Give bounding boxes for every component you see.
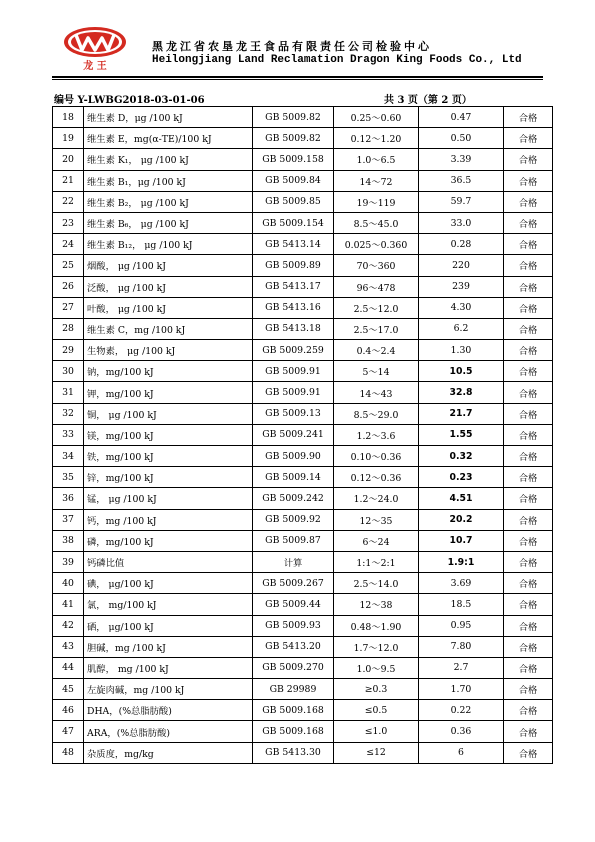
- test-item: 硒， μg/100 kJ: [84, 615, 253, 636]
- judgement: 合格: [504, 679, 553, 700]
- test-result: 36.5: [419, 170, 504, 191]
- test-result: 3.39: [419, 149, 504, 170]
- test-result: 220: [419, 255, 504, 276]
- judgement: 合格: [504, 107, 553, 128]
- judgement: 合格: [504, 573, 553, 594]
- table-row: [53, 297, 553, 318]
- test-item: 氯， mg/100 kJ: [84, 594, 253, 615]
- standard-range: 14～72: [334, 170, 419, 191]
- row-number: 30: [53, 361, 84, 382]
- test-item: 维生素 C，mg /100 kJ: [84, 318, 253, 339]
- judgement: 合格: [504, 742, 553, 763]
- table-row: [53, 107, 553, 128]
- test-method: GB 5009.84: [253, 170, 334, 191]
- row-number: 34: [53, 446, 84, 467]
- test-item: 叶酸， μg /100 kJ: [84, 297, 253, 318]
- test-result: 59.7: [419, 191, 504, 212]
- table-row: [53, 467, 553, 488]
- test-item: 钙，mg /100 kJ: [84, 509, 253, 530]
- test-result: 0.36: [419, 721, 504, 742]
- report-header: [62, 26, 542, 76]
- test-results-table: [52, 106, 553, 764]
- report-number: 编号 Y-LWBG2018-03-01-06: [54, 95, 205, 106]
- test-result: 21.7: [419, 403, 504, 424]
- test-result: 0.23: [419, 467, 504, 488]
- test-item: 铁，mg/100 kJ: [84, 446, 253, 467]
- judgement: 合格: [504, 318, 553, 339]
- judgement: 合格: [504, 446, 553, 467]
- judgement: 合格: [504, 700, 553, 721]
- standard-range: 0.4～2.4: [334, 340, 419, 361]
- test-result: 10.7: [419, 530, 504, 551]
- test-result: 0.22: [419, 700, 504, 721]
- judgement: 合格: [504, 636, 553, 657]
- test-method: GB 5009.242: [253, 488, 334, 509]
- header-divider-thin: [52, 79, 543, 80]
- row-number: 25: [53, 255, 84, 276]
- standard-range: 0.12～1.20: [334, 128, 419, 149]
- row-number: 27: [53, 297, 84, 318]
- test-result: 4.30: [419, 297, 504, 318]
- judgement: 合格: [504, 297, 553, 318]
- table-row: [53, 742, 553, 763]
- test-item: 维生素 B₆， μg /100 kJ: [84, 212, 253, 233]
- test-item: 生物素， μg /100 kJ: [84, 340, 253, 361]
- standard-range: 1.7～12.0: [334, 636, 419, 657]
- test-method: GB 5009.267: [253, 573, 334, 594]
- test-method: GB 5009.14: [253, 467, 334, 488]
- test-method: GB 5009.91: [253, 361, 334, 382]
- table-row: [53, 234, 553, 255]
- table-row: [53, 551, 553, 572]
- test-result: 18.5: [419, 594, 504, 615]
- test-result: 0.32: [419, 446, 504, 467]
- test-result: 0.28: [419, 234, 504, 255]
- test-result: 32.8: [419, 382, 504, 403]
- judgement: 合格: [504, 424, 553, 445]
- test-result: 1.9:1: [419, 551, 504, 572]
- test-item: 碘， μg/100 kJ: [84, 573, 253, 594]
- test-item: 肌醇， mg /100 kJ: [84, 657, 253, 678]
- judgement: 合格: [504, 594, 553, 615]
- row-number: 20: [53, 149, 84, 170]
- test-method: GB 5009.168: [253, 721, 334, 742]
- judgement: 合格: [504, 721, 553, 742]
- test-result: 239: [419, 276, 504, 297]
- table-row: [53, 721, 553, 742]
- judgement: 合格: [504, 191, 553, 212]
- standard-range: 14～43: [334, 382, 419, 403]
- test-method: GB 5009.154: [253, 212, 334, 233]
- test-result: 6: [419, 742, 504, 763]
- test-method: GB 5009.44: [253, 594, 334, 615]
- test-result: 1.30: [419, 340, 504, 361]
- table-row: [53, 255, 553, 276]
- judgement: 合格: [504, 340, 553, 361]
- test-method: GB 5413.20: [253, 636, 334, 657]
- judgement: 合格: [504, 488, 553, 509]
- test-item: 镁，mg/100 kJ: [84, 424, 253, 445]
- row-number: 22: [53, 191, 84, 212]
- row-number: 26: [53, 276, 84, 297]
- dragon-king-logo-icon: [62, 26, 128, 72]
- standard-range: 0.10～0.36: [334, 446, 419, 467]
- standard-range: 2.5～12.0: [334, 297, 419, 318]
- row-number: 32: [53, 403, 84, 424]
- test-item: 胆碱，mg /100 kJ: [84, 636, 253, 657]
- table-row: [53, 594, 553, 615]
- row-number: 40: [53, 573, 84, 594]
- judgement: 合格: [504, 276, 553, 297]
- table-row: [53, 573, 553, 594]
- row-number: 38: [53, 530, 84, 551]
- row-number: 41: [53, 594, 84, 615]
- judgement: 合格: [504, 382, 553, 403]
- test-result: 7.80: [419, 636, 504, 657]
- test-item: 维生素 E，mg(α-TE)/100 kJ: [84, 128, 253, 149]
- row-number: 36: [53, 488, 84, 509]
- test-result: 3.69: [419, 573, 504, 594]
- row-number: 31: [53, 382, 84, 403]
- test-method: GB 29989: [253, 679, 334, 700]
- table-row: [53, 170, 553, 191]
- row-number: 35: [53, 467, 84, 488]
- table-row: [53, 403, 553, 424]
- standard-range: 2.5～14.0: [334, 573, 419, 594]
- row-number: 46: [53, 700, 84, 721]
- table-row: [53, 679, 553, 700]
- row-number: 23: [53, 212, 84, 233]
- standard-range: 0.48～1.90: [334, 615, 419, 636]
- standard-range: ≤12: [334, 742, 419, 763]
- test-result: 0.47: [419, 107, 504, 128]
- table-row: [53, 424, 553, 445]
- test-method: GB 5009.82: [253, 107, 334, 128]
- standard-range: 2.5～17.0: [334, 318, 419, 339]
- table-row: [53, 361, 553, 382]
- test-method: GB 5009.259: [253, 340, 334, 361]
- test-item: 维生素 K₁， μg /100 kJ: [84, 149, 253, 170]
- test-method: GB 5413.18: [253, 318, 334, 339]
- test-result: 1.70: [419, 679, 504, 700]
- row-number: 47: [53, 721, 84, 742]
- test-method: GB 5009.270: [253, 657, 334, 678]
- test-result: 2.7: [419, 657, 504, 678]
- judgement: 合格: [504, 234, 553, 255]
- test-item: 钾，mg/100 kJ: [84, 382, 253, 403]
- judgement: 合格: [504, 170, 553, 191]
- judgement: 合格: [504, 657, 553, 678]
- table-row: [53, 509, 553, 530]
- test-method: GB 5009.13: [253, 403, 334, 424]
- test-method: 计算: [253, 551, 334, 572]
- standard-range: 0.25～0.60: [334, 107, 419, 128]
- standard-range: 12～38: [334, 594, 419, 615]
- test-item: 左旋肉碱，mg /100 kJ: [84, 679, 253, 700]
- company-logo: [62, 26, 128, 72]
- row-number: 18: [53, 107, 84, 128]
- test-item: 铜， μg /100 kJ: [84, 403, 253, 424]
- table-row: [53, 488, 553, 509]
- test-method: GB 5009.87: [253, 530, 334, 551]
- test-item: 维生素 D，μg /100 kJ: [84, 107, 253, 128]
- judgement: 合格: [504, 255, 553, 276]
- test-item: 钙磷比值: [84, 551, 253, 572]
- test-result: 20.2: [419, 509, 504, 530]
- row-number: 43: [53, 636, 84, 657]
- company-name-english: Heilongjiang Land Reclamation Dragon King Foods Co., Ltd: [152, 54, 522, 66]
- table-row: [53, 530, 553, 551]
- standard-range: 6～24: [334, 530, 419, 551]
- test-item: 钠，mg/100 kJ: [84, 361, 253, 382]
- table-row: [53, 212, 553, 233]
- table-row: [53, 318, 553, 339]
- test-item: 维生素 B₁₂， μg /100 kJ: [84, 234, 253, 255]
- test-result: 0.50: [419, 128, 504, 149]
- test-result: 10.5: [419, 361, 504, 382]
- test-method: GB 5009.158: [253, 149, 334, 170]
- test-method: GB 5413.16: [253, 297, 334, 318]
- row-number: 24: [53, 234, 84, 255]
- test-method: GB 5413.30: [253, 742, 334, 763]
- test-method: GB 5009.93: [253, 615, 334, 636]
- test-result: 33.0: [419, 212, 504, 233]
- test-method: GB 5009.241: [253, 424, 334, 445]
- judgement: 合格: [504, 212, 553, 233]
- judgement: 合格: [504, 467, 553, 488]
- row-number: 45: [53, 679, 84, 700]
- company-name-chinese: 黑龙江省农垦龙王食品有限责任公司检验中心: [152, 40, 432, 53]
- row-number: 29: [53, 340, 84, 361]
- test-method: GB 5413.14: [253, 234, 334, 255]
- standard-range: 96～478: [334, 276, 419, 297]
- test-method: GB 5413.17: [253, 276, 334, 297]
- standard-range: ≤0.5: [334, 700, 419, 721]
- test-result: 0.95: [419, 615, 504, 636]
- logo-text: 龙 王: [83, 61, 107, 72]
- standard-range: 1.0～9.5: [334, 657, 419, 678]
- test-method: GB 5009.89: [253, 255, 334, 276]
- test-method: GB 5009.92: [253, 509, 334, 530]
- row-number: 19: [53, 128, 84, 149]
- table-row: [53, 276, 553, 297]
- table-row: [53, 700, 553, 721]
- table-row: [53, 615, 553, 636]
- standard-range: 8.5～29.0: [334, 403, 419, 424]
- standard-range: 1.2～3.6: [334, 424, 419, 445]
- test-item: 锌，mg/100 kJ: [84, 467, 253, 488]
- judgement: 合格: [504, 149, 553, 170]
- standard-range: 1:1～2:1: [334, 551, 419, 572]
- judgement: 合格: [504, 128, 553, 149]
- table-row: [53, 657, 553, 678]
- table-row: [53, 636, 553, 657]
- judgement: 合格: [504, 403, 553, 424]
- table-row: [53, 340, 553, 361]
- standard-range: ≥0.3: [334, 679, 419, 700]
- judgement: 合格: [504, 509, 553, 530]
- row-number: 37: [53, 509, 84, 530]
- standard-range: 1.0～6.5: [334, 149, 419, 170]
- test-item: DHA，(%总脂肪酸): [84, 700, 253, 721]
- standard-range: 5～14: [334, 361, 419, 382]
- standard-range: 19～119: [334, 191, 419, 212]
- row-number: 42: [53, 615, 84, 636]
- standard-range: 1.2～24.0: [334, 488, 419, 509]
- standard-range: ≤1.0: [334, 721, 419, 742]
- test-item: 锰， μg /100 kJ: [84, 488, 253, 509]
- row-number: 39: [53, 551, 84, 572]
- judgement: 合格: [504, 530, 553, 551]
- row-number: 33: [53, 424, 84, 445]
- test-result: 1.55: [419, 424, 504, 445]
- page-indicator: 共 3 页（第 2 页）: [384, 95, 472, 106]
- test-item: 泛酸， μg /100 kJ: [84, 276, 253, 297]
- standard-range: 8.5～45.0: [334, 212, 419, 233]
- row-number: 48: [53, 742, 84, 763]
- table-row: [53, 149, 553, 170]
- test-item: 烟酸， μg /100 kJ: [84, 255, 253, 276]
- test-result: 6.2: [419, 318, 504, 339]
- test-item: 杂质度，mg/kg: [84, 742, 253, 763]
- judgement: 合格: [504, 361, 553, 382]
- judgement: 合格: [504, 551, 553, 572]
- table-row: [53, 382, 553, 403]
- test-method: GB 5009.85: [253, 191, 334, 212]
- test-item: ARA，(%总脂肪酸): [84, 721, 253, 742]
- test-item: 维生素 B₁，μg /100 kJ: [84, 170, 253, 191]
- header-divider-thick: [52, 76, 543, 78]
- judgement: 合格: [504, 615, 553, 636]
- table-row: [53, 128, 553, 149]
- test-result: 4.51: [419, 488, 504, 509]
- row-number: 44: [53, 657, 84, 678]
- test-item: 磷，mg/100 kJ: [84, 530, 253, 551]
- test-method: GB 5009.90: [253, 446, 334, 467]
- row-number: 28: [53, 318, 84, 339]
- table-row: [53, 191, 553, 212]
- test-method: GB 5009.82: [253, 128, 334, 149]
- test-item: 维生素 B₂， μg /100 kJ: [84, 191, 253, 212]
- standard-range: 0.025～0.360: [334, 234, 419, 255]
- test-method: GB 5009.168: [253, 700, 334, 721]
- standard-range: 70～360: [334, 255, 419, 276]
- test-method: GB 5009.91: [253, 382, 334, 403]
- row-number: 21: [53, 170, 84, 191]
- standard-range: 12～35: [334, 509, 419, 530]
- table-row: [53, 446, 553, 467]
- standard-range: 0.12～0.36: [334, 467, 419, 488]
